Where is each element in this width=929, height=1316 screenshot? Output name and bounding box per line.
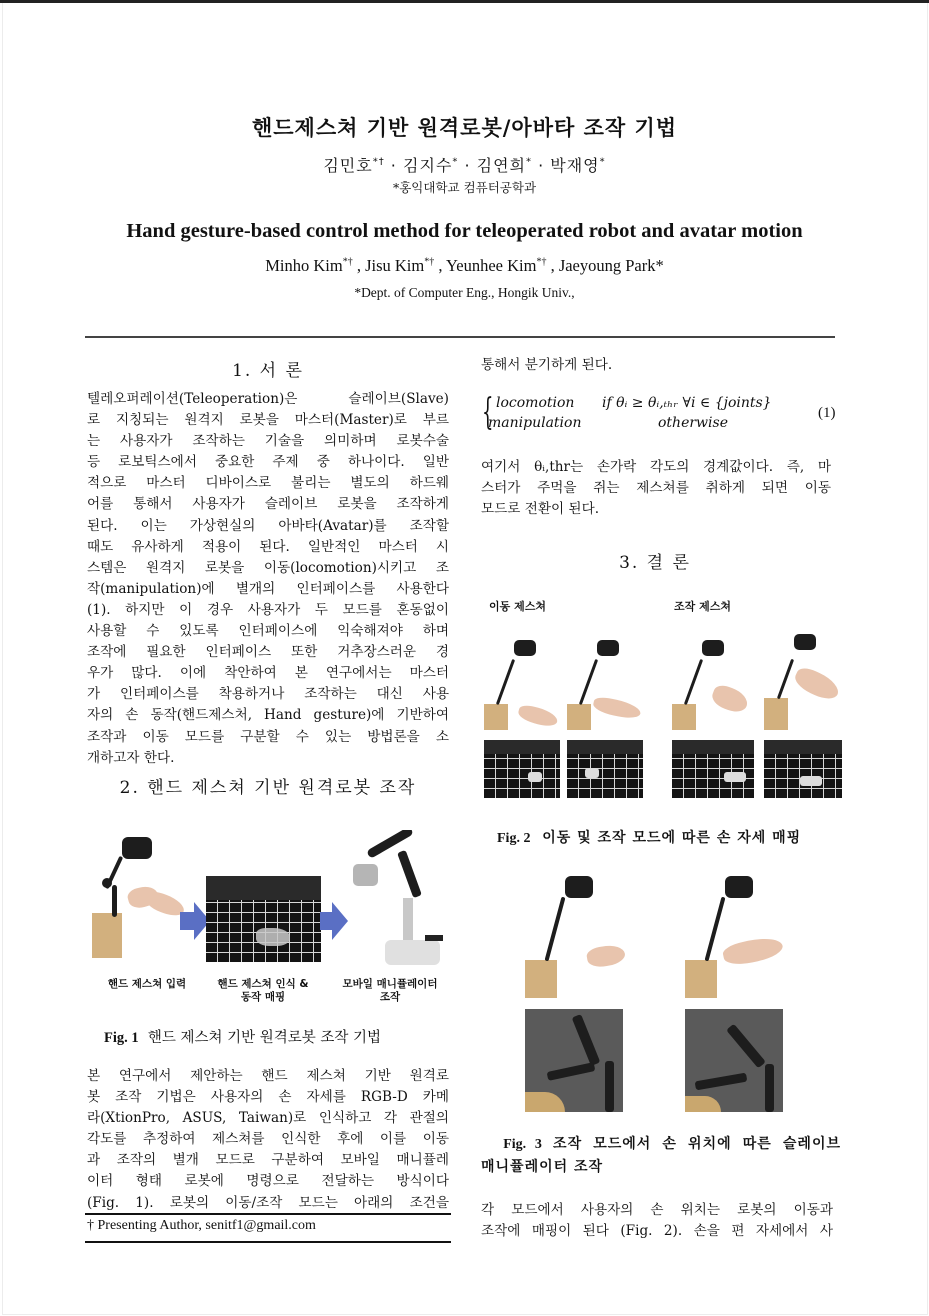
text-line: 로 지칭되는 원격지 로봇을 마스터(Master)로 부르 [87, 412, 449, 429]
fig2-grid-image-4 [764, 740, 842, 798]
fig1-caption [104, 1026, 381, 1047]
author-name: Jaeyoung Park [558, 256, 656, 275]
author-name: Jisu Kim [365, 256, 425, 275]
author-mark: * [526, 156, 532, 168]
fig2-grid-image-3 [672, 740, 754, 798]
brace-icon: { [482, 392, 494, 433]
text-line: 가 인터페이스를 착용하거나 조작하는 대신 사용 [87, 686, 449, 703]
header-divider [85, 336, 835, 338]
equation-1 [482, 393, 842, 439]
text-line: 어를 통해서 사용자가 슬레이브 로봇을 조작하게 [87, 496, 449, 513]
author-name: 박재영 [550, 156, 600, 175]
text-line: 등 로보틱스에서 중요한 주제 중 하나이다. 일반 [87, 454, 449, 471]
section-3-heading: 3. 결 론 [619, 553, 691, 573]
footnote-presenting-author: † Presenting Author, senitf1@gmail.com [87, 1218, 316, 1233]
fig1-hand-input-photo [90, 835, 185, 960]
text-line: 작(manipulation)에 별개의 인터페이스를 사용한다 [87, 580, 449, 597]
text-line: 각도를 추정하여 제스쳐를 인식한 후에 이를 이동 [87, 1131, 449, 1148]
affiliation-korean: *홍익대학교 컴퓨터공학과 [392, 180, 537, 195]
text-line: 스템은 원격지 로봇을 이동(locomotion)시키고 조 [87, 559, 449, 576]
caption-label: Fig. 1 [104, 1030, 139, 1046]
eq-case-manipulation: manipulation [488, 415, 582, 431]
authors-english: Minho Kim*† , Jisu Kim*† , Yeunhee Kim*† , Jaeyoung Park* [265, 256, 664, 275]
section-1-heading: 1. 서 론 [232, 361, 304, 381]
author-mark: *† [536, 256, 547, 268]
fig2-label-locomotion: 이동 제스쳐 [489, 600, 546, 613]
figure-1 [90, 830, 450, 970]
text-line: 조작에 필요한 인터페이스 또한 거추장스러운 경 [87, 644, 449, 661]
author-mark: * [655, 256, 664, 275]
author-mark: *† [424, 256, 435, 268]
fig2-grid-image-1 [484, 740, 560, 798]
eq-condition: if θᵢ ≥ θᵢ,ₜₕᵣ ∀i ∈ {joints} [602, 395, 772, 411]
text-line: 각 모드에서 사용자의 손 위치는 로봇의 이동과 [481, 1202, 833, 1218]
right-continuation [481, 355, 831, 376]
eq-otherwise: otherwise [658, 415, 728, 431]
caption-line: 매니퓰레이터 조작 [481, 1159, 604, 1175]
fig3-robot-photo-1 [525, 1009, 623, 1112]
caption-text: 핸드 제스쳐 기반 원격로봇 조작 기법 [147, 1030, 382, 1046]
section-2-heading: 2. 핸드 제스쳐 기반 원격로봇 조작 [119, 778, 417, 798]
fig2-open-hand-photo-1 [672, 628, 748, 730]
footnote-divider-bottom [85, 1241, 451, 1243]
fig2-caption [497, 827, 801, 847]
fig3-hand-photo-1 [525, 866, 625, 998]
caption-text: 조작 모드에서 손 위치에 따른 슬레이브 [553, 1136, 841, 1152]
fig3-caption [481, 1133, 841, 1178]
author-mark: * [599, 156, 606, 168]
text-line: 라(XtionPro, ASUS, Taiwan)로 인식하고 각 관절의 [87, 1110, 449, 1127]
fig2-fist-photo-1 [484, 628, 560, 730]
footnote-divider-top [85, 1213, 451, 1215]
label-line: 모바일 매니퓰레이터 [342, 978, 438, 990]
right-after-equation [481, 457, 831, 520]
author-name: 김민호 [323, 156, 373, 175]
fig1-label-hand-input: 핸드 제스쳐 입력 [107, 978, 187, 990]
text-line: 는 사용자가 조작하는 기술을 의미하며 로봇수술 [87, 433, 449, 450]
fig2-label-manipulation: 조작 제스쳐 [674, 600, 731, 613]
fig3-hand-photo-2 [685, 866, 785, 998]
text-line: 텔레오퍼레이션(Teleoperation)은 슬레이브(Slave) [87, 391, 449, 407]
text-line: 이터 형태 로봇에 명령으로 전달하는 방식이다 [87, 1173, 449, 1190]
caption-label: Fig. 3 [503, 1137, 542, 1152]
text-line: 적으로 마스터 디바이스로 불리는 별도의 하드웨 [87, 475, 449, 492]
author-name: 김연희 [476, 156, 526, 175]
text-line: 때도 유사하게 적용이 된다. 일반적인 마스터 시 [87, 538, 449, 555]
label-line: 핸드 제스쳐 인식 & [217, 978, 309, 990]
author-mark: *† [372, 156, 385, 168]
section-3-body [481, 1200, 833, 1242]
text-line: 통해서 분기하게 된다. [481, 357, 613, 373]
text-line: 우가 많다. 이에 착안하여 본 연구에서는 마스터 [87, 665, 449, 682]
text-line: (1). 하지만 이 경우 사용자가 두 모드를 혼동없이 [87, 601, 449, 618]
fig2-fist-photo-2 [567, 628, 643, 730]
author-mark: * [452, 156, 459, 168]
text-line: 스터가 주먹을 쥐는 제스쳐를 취하게 되면 이동 [481, 480, 831, 497]
figure-3 [520, 866, 760, 1116]
label-line: 동작 매핑 [240, 991, 286, 1003]
author-name: 김지수 [402, 156, 453, 175]
title-english: Hand gesture-based control method for teleoperated robot and avatar motion [126, 220, 803, 242]
label-line: 조작 [379, 991, 401, 1003]
caption-label: Fig. 2 [497, 831, 531, 846]
eq-case-locomotion: locomotion [496, 395, 575, 411]
caption-text: 이동 및 조작 모드에 따른 손 자세 매핑 [542, 830, 802, 846]
text-line: 개하고자 한다. [87, 749, 175, 766]
text-line: 모드로 전환이 된다. [481, 501, 600, 518]
author-name: Minho Kim [265, 256, 343, 275]
figure-2 [484, 628, 844, 800]
affiliation-english: *Dept. of Computer Eng., Hongik Univ., [354, 285, 575, 300]
equation-number: (1) [818, 405, 836, 421]
author-name: Yeunhee Kim [445, 256, 537, 275]
fig1-label-recognition [204, 978, 322, 1004]
section-1-body [87, 389, 449, 769]
authors-korean: 김민호*† · 김지수* · 김연희* · 박재영* [323, 156, 606, 175]
text-line: 봇 조작 기법은 사용자의 손 자세를 RGB-D 카메 [87, 1089, 449, 1106]
fig3-robot-photo-2 [685, 1009, 783, 1112]
arrow-right-icon [320, 902, 348, 940]
title-korean: 핸드제스쳐 기반 원격로봇/아바타 조작 기법 [251, 116, 678, 140]
text-line: 자의 손 동작(핸드제스처, Hand gesture)에 기반하여 [87, 707, 449, 724]
text-line: 조작에 매핑이 된다 (Fig. 2). 손을 편 자세에서 사 [481, 1223, 833, 1240]
text-line: 사용할 수 있도록 인터페이스에 익숙해져야 하며 [87, 623, 449, 640]
fig1-label-manipulator [330, 978, 450, 1004]
text-line: 된다. 이는 가상현실의 아바타(Avatar)를 조작할 [87, 517, 449, 534]
fig2-open-hand-photo-2 [764, 628, 840, 730]
text-line: 과 조작의 별개 모드로 구분하여 모바일 매니퓰레 [87, 1152, 449, 1169]
fig2-grid-image-2 [567, 740, 643, 798]
section-2-body [87, 1066, 449, 1214]
fig1-mobile-manipulator-photo [345, 830, 450, 968]
text-line: 본 연구에서 제안하는 핸드 제스쳐 기반 원격로 [87, 1068, 449, 1084]
author-mark: *† [342, 256, 353, 268]
text-line: 여기서 θᵢ,thr는 손가락 각도의 경계값이다. 즉, 마 [481, 459, 831, 475]
text-line: (Fig. 1). 로봇의 이동/조작 모드는 아래의 조건을 [87, 1194, 449, 1211]
caption-line [481, 1133, 841, 1156]
text-line: 조작과 이동 모드를 구분할 수 있는 방법론을 소 [87, 728, 449, 745]
fig1-recognition-photo [206, 876, 321, 962]
